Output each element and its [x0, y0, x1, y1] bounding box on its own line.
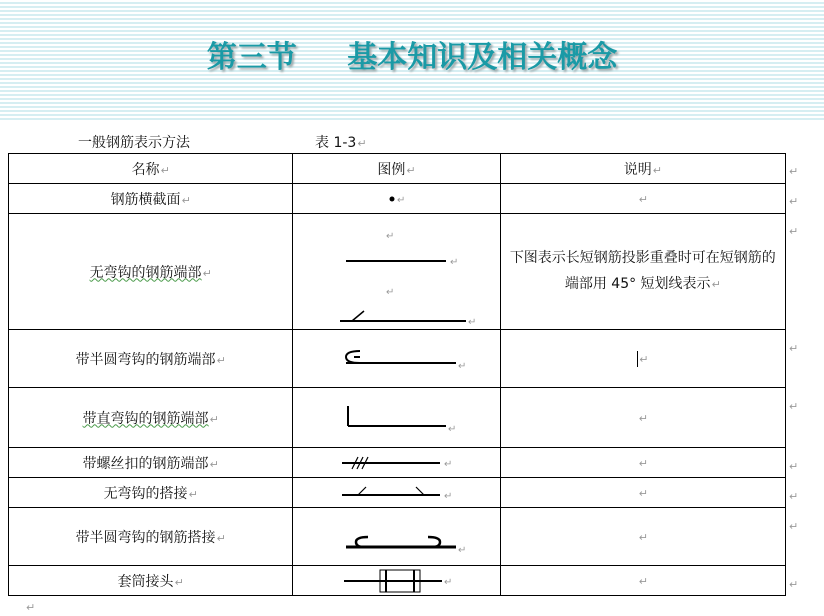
row-name: 带半圆弯钩的钢筋端部↵ [9, 330, 293, 388]
row-name: 无弯钩的搭接↵ [9, 478, 293, 508]
table-row [9, 388, 786, 448]
table-row [9, 508, 786, 566]
table-header-row [9, 154, 786, 184]
header-desc: 说明↵ [500, 154, 785, 184]
row-end-mark: ↵ [789, 165, 799, 178]
svg-text:↵: ↵ [444, 576, 453, 588]
row-end-mark: ↵ [789, 342, 799, 355]
svg-text:↵: ↵ [444, 458, 453, 470]
svg-text:↵: ↵ [450, 256, 459, 268]
lap-joint-semicircle-hook-figure [293, 508, 500, 566]
rebar-end-straight-hook-figure [293, 388, 500, 448]
rebar-cross-section-figure [293, 184, 500, 214]
table-number: 表 1-3↵ [315, 135, 367, 151]
svg-text:↵: ↵ [397, 194, 406, 206]
row-desc: ↵ [500, 330, 785, 388]
svg-text:↵: ↵ [448, 423, 457, 435]
row-end-mark: ↵ [789, 195, 799, 208]
row-desc: ↵ [500, 448, 785, 478]
svg-text:↵: ↵ [468, 316, 477, 327]
table-row [9, 214, 786, 330]
rebar-end-no-hook-figure [293, 214, 500, 330]
row-desc: ↵ [500, 566, 785, 596]
rebar-table [8, 153, 786, 596]
row-end-mark: ↵ [789, 490, 799, 503]
table-row [9, 330, 786, 388]
row-desc: ↵ [500, 184, 785, 214]
svg-text:↵: ↵ [386, 286, 395, 298]
section-title: 基本知识及相关概念 [347, 40, 618, 75]
doc-end-mark: ↵ [26, 601, 36, 614]
section-number: 第三节 [206, 40, 297, 75]
svg-text:↵: ↵ [458, 360, 467, 372]
svg-text:↵: ↵ [444, 490, 453, 502]
header-figure: 图例↵ [293, 154, 500, 184]
row-name: 带螺丝扣的钢筋端部↵ [9, 448, 293, 478]
row-desc: 下图表示长短钢筋投影重叠时可在短钢筋的端部用 45° 短划线表示↵ [500, 214, 785, 330]
row-name: 钢筋横截面↵ [9, 184, 293, 214]
table-row [9, 184, 786, 214]
slide-title [0, 32, 824, 82]
sleeve-joint-figure [293, 566, 500, 596]
table-row [9, 566, 786, 596]
header-name: 名称↵ [9, 154, 293, 184]
row-desc: ↵ [500, 478, 785, 508]
row-desc: ↵ [500, 508, 785, 566]
table-row [9, 448, 786, 478]
svg-text:↵: ↵ [458, 544, 467, 556]
row-name: 无弯钩的钢筋端部↵ [9, 214, 293, 330]
row-end-mark: ↵ [789, 520, 799, 533]
row-name: 套筒接头↵ [9, 566, 293, 596]
lap-joint-no-hook-figure [293, 478, 500, 508]
svg-text:↵: ↵ [386, 230, 395, 242]
row-end-mark: ↵ [789, 400, 799, 413]
row-name: 带直弯钩的钢筋端部↵ [9, 388, 293, 448]
row-end-mark: ↵ [789, 225, 799, 238]
row-desc: ↵ [500, 388, 785, 448]
row-name: 带半圆弯钩的钢筋搭接↵ [9, 508, 293, 566]
row-end-mark: ↵ [789, 578, 799, 591]
table-caption: 一般钢筋表示方法 [78, 135, 190, 151]
row-end-mark: ↵ [789, 460, 799, 473]
rebar-end-semicircle-hook-figure [293, 330, 500, 388]
rebar-end-thread-figure [293, 448, 500, 478]
table-row [9, 478, 786, 508]
